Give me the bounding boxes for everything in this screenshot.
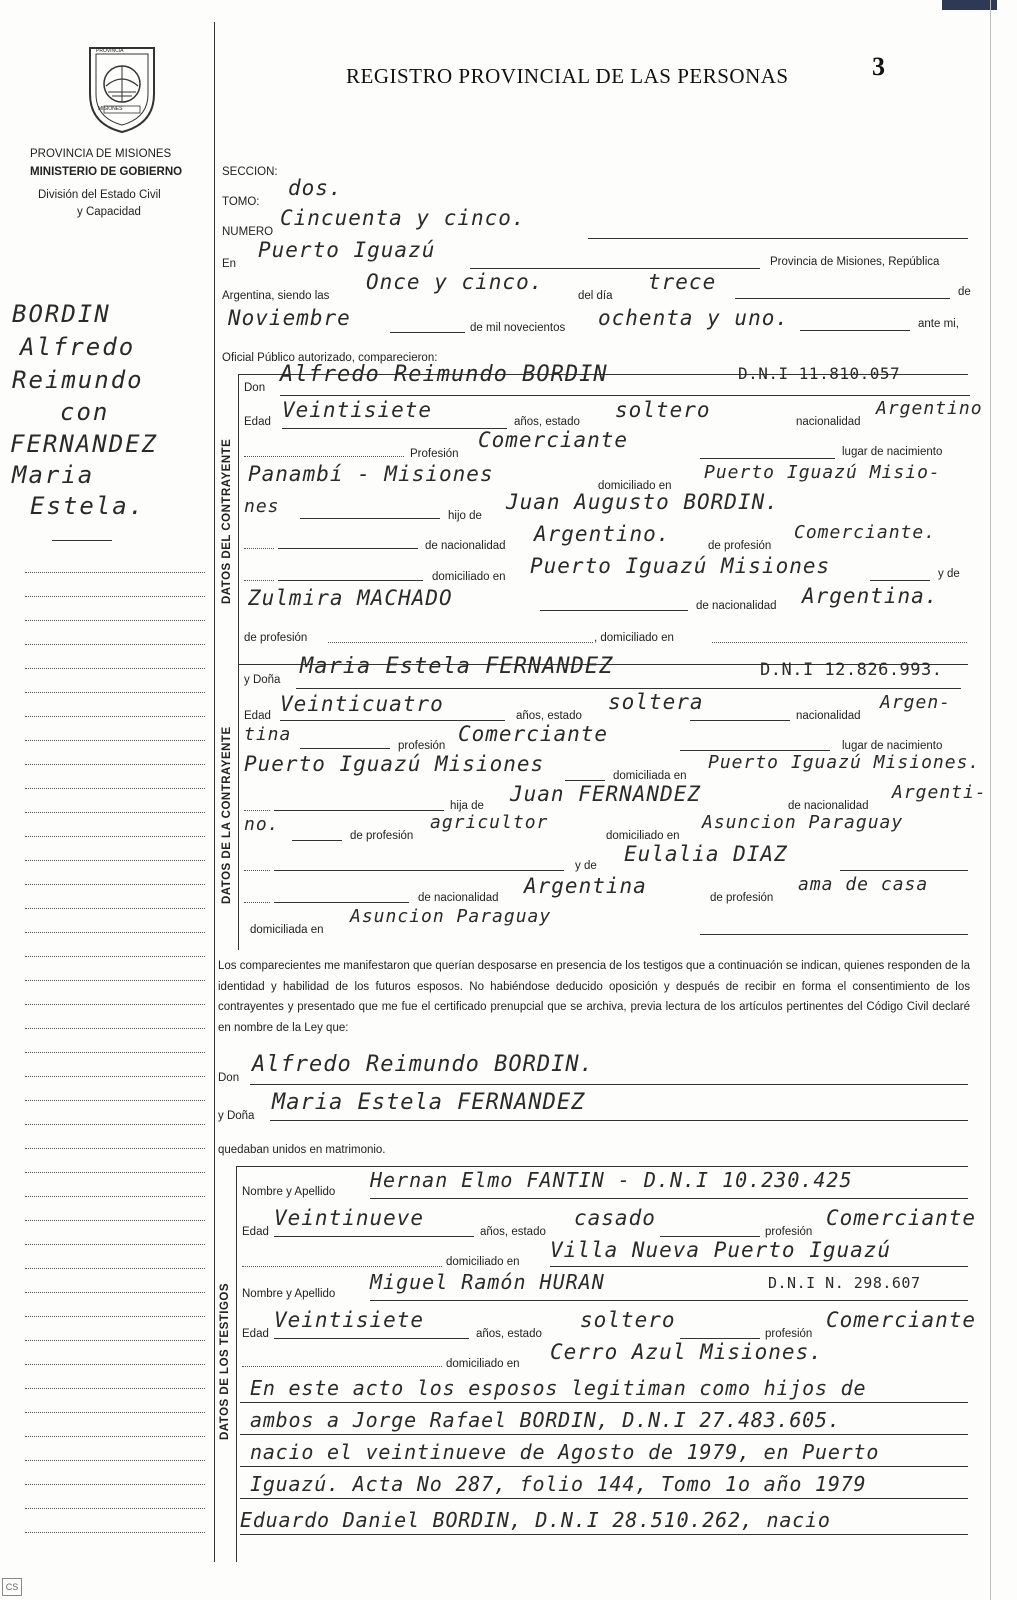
tomo-value: dos.	[288, 176, 343, 200]
t2-dni: D.N.I N. 298.607	[768, 1274, 921, 1292]
margin-dotted-line	[25, 1028, 205, 1029]
t1-edad-label: Edad	[242, 1226, 269, 1238]
madre-nacionalidad: Argentina.	[802, 584, 939, 608]
decl-don-underline	[250, 1084, 968, 1085]
madre-profesion-label: de profesión	[244, 632, 308, 644]
margin-dotted-line	[25, 1100, 205, 1101]
margin-dotted-line	[25, 956, 205, 957]
padre-domicilio: Puerto Iguazú Misiones	[530, 554, 831, 578]
madre-domicilio-label: , domiciliado en	[594, 632, 674, 644]
margin-dotted-line	[25, 596, 205, 597]
domicilio-cont-underline	[300, 518, 440, 519]
anio-underline	[800, 330, 910, 331]
margin-dotted-line	[25, 1436, 205, 1437]
hija-dots	[244, 810, 270, 811]
domiciliada-label: domiciliada en	[613, 770, 687, 782]
corner-tab	[942, 0, 997, 10]
t1-nombre-label: Nombre y Apellido	[242, 1186, 336, 1198]
y-de-underline	[274, 870, 564, 871]
madre-domicilio-dots	[712, 642, 967, 643]
contrayenta-lugar: Puerto Iguazú Misiones	[244, 752, 545, 776]
padre-nac-dots	[244, 548, 274, 549]
edad-underline	[282, 428, 507, 429]
padre-dom-underline	[278, 580, 423, 581]
t1-dom-dots	[242, 1266, 442, 1267]
numero-label: NUMERO	[222, 226, 274, 238]
contrayente-bracket	[238, 374, 239, 664]
margin-dotted-line	[25, 980, 205, 981]
t1-profesion: Comerciante	[826, 1206, 977, 1230]
margin-note-line-7: Estela.	[30, 492, 146, 520]
t2-edad-label: Edad	[242, 1328, 269, 1340]
margin-dotted-line	[25, 1316, 205, 1317]
profesion-label: Profesión	[410, 448, 459, 460]
margin-note-line-5: FERNANDEZ	[10, 430, 159, 458]
padre-domiciliado-label-2: domiciliado en	[606, 830, 680, 842]
anios-label-2: años, estado	[516, 710, 582, 722]
nota-line-5: Eduardo Daniel BORDIN, D.N.I 28.510.262, nacio	[240, 1508, 831, 1532]
padre-nacionalidad: Argentino.	[534, 522, 671, 546]
madre-nac-underline	[274, 902, 409, 903]
provincial-seal-icon	[82, 42, 162, 134]
t2-nombre-underline	[370, 1300, 968, 1301]
y-de-label-2: y de	[575, 860, 597, 872]
margin-dotted-line	[25, 1244, 205, 1245]
scanner-mark-icon: CS	[2, 1578, 22, 1596]
t2-estado-underline	[680, 1338, 760, 1339]
margin-dotted-line	[25, 668, 205, 669]
edad-underline-2	[280, 720, 505, 721]
y-dona-label: y Doña	[244, 674, 281, 686]
margin-dotted-line	[25, 932, 205, 933]
profesion-label-2: profesión	[398, 740, 446, 752]
padre-domicilio-label: domiciliado en	[432, 571, 506, 583]
de-profesion-label-2: de profesión	[350, 830, 414, 842]
padre-nac-underline	[278, 548, 418, 549]
nota-rule-2	[240, 1434, 968, 1435]
numero-value: Cincuenta y cinco.	[280, 206, 526, 230]
madre-underline	[540, 610, 688, 611]
margin-dotted-line	[25, 740, 205, 741]
margin-dotted-line	[25, 1460, 205, 1461]
margin-dotted-line	[25, 644, 205, 645]
en-underline	[470, 268, 760, 269]
contrayenta-estado: soltera	[608, 690, 704, 714]
decl-dona-underline	[270, 1120, 968, 1121]
contrayente-dni: D.N.I 11.810.057	[738, 364, 901, 383]
t1-estado-underline	[660, 1236, 760, 1237]
provincia-text: Provincia de Misiones, República	[770, 256, 940, 268]
anio-value: ochenta y uno.	[598, 306, 790, 330]
y-de-label: y de	[938, 568, 960, 580]
de-nacionalidad-label: de nacionalidad	[425, 540, 506, 552]
t1-profesion-label: profesión	[765, 1226, 813, 1238]
nota-rule-1	[240, 1402, 968, 1403]
margin-dotted-line	[25, 1148, 205, 1149]
margin-dotted-line	[25, 1292, 205, 1293]
t1-domiciliado-label: domiciliado en	[446, 1256, 520, 1268]
dia-value: trece	[648, 270, 717, 294]
t2-edad-underline	[274, 1338, 469, 1339]
madre-nac-dots	[244, 902, 270, 903]
contrayenta-domicilio: Puerto Iguazú Misiones.	[708, 752, 981, 773]
lugar-label-2: lugar de nacimiento	[842, 740, 943, 752]
contrayente-section-label: DATOS DEL CONTRAYENTE	[221, 438, 233, 604]
contrayente-edad: Veintisiete	[282, 398, 433, 422]
t2-edad: Veintisiete	[274, 1308, 425, 1332]
margin-dotted-line	[25, 1004, 205, 1005]
madre-nacionalidad-label: de nacionalidad	[696, 600, 777, 612]
margin-dotted-line	[25, 764, 205, 765]
institution-ministry: MINISTERIO DE GOBIERNO	[30, 166, 183, 178]
del-dia-label: del día	[578, 290, 613, 302]
margin-dotted-line	[25, 788, 205, 789]
en-label: En	[222, 258, 237, 270]
padre-dom-dots	[244, 580, 274, 581]
hija-underline	[274, 810, 444, 811]
madre-profesion-label-2: de profesión	[710, 892, 774, 904]
decl-unidos: quedaban unidos en matrimonio.	[218, 1144, 386, 1156]
t2-domicilio: Cerro Azul Misiones.	[550, 1340, 823, 1364]
margin-dotted-line	[25, 1532, 205, 1533]
contrayente-profesion: Comerciante	[478, 428, 629, 452]
tomo-label: TOMO:	[222, 196, 260, 208]
t1-anios-label: años, estado	[480, 1226, 546, 1238]
nota-rule-4	[240, 1498, 968, 1499]
margin-dotted-line	[25, 836, 205, 837]
contrayenta-padre: Juan FERNANDEZ	[510, 782, 702, 806]
contrayenta-padre-nac-cont: no.	[244, 814, 280, 835]
de-label: de	[958, 286, 971, 298]
contrayente-domicilio-cont: nes	[244, 496, 280, 517]
contrayente-domicilio: Puerto Iguazú Misio-	[704, 462, 941, 483]
don-label: Don	[244, 382, 266, 394]
profesion-underline-2	[680, 750, 830, 751]
edad-label-2: Edad	[244, 710, 271, 722]
dona-underline	[296, 688, 961, 689]
margin-dotted-line	[25, 908, 205, 909]
contrayente-madre: Zulmira MACHADO	[248, 586, 453, 610]
institution-province: PROVINCIA DE MISIONES	[30, 148, 172, 160]
mes-value: Noviembre	[228, 306, 351, 330]
madre-nacionalidad-label-2: de nacionalidad	[418, 892, 499, 904]
nota-line-1: En este acto los esposos legitiman como hijos de	[250, 1376, 867, 1400]
argentina-label: Argentina, siendo las	[222, 290, 330, 302]
margin-dotted-line	[25, 1196, 205, 1197]
margin-dotted-line	[25, 1340, 205, 1341]
hora-value: Once y cinco.	[366, 270, 544, 294]
nacionalidad-label-2: nacionalidad	[796, 710, 861, 722]
contrayenta-madre-domicilio: Asuncion Paraguay	[350, 906, 552, 927]
oficial-text: Oficial Público autorizado, comparecieron:	[222, 352, 438, 364]
margin-dotted-line	[25, 692, 205, 693]
contrayenta-madre: Eulalia DIAZ	[624, 842, 788, 866]
margin-note-line-1: BORDIN	[12, 300, 111, 328]
padre-profesion: Comerciante.	[794, 522, 937, 543]
margin-note-line-3: Reimundo	[12, 366, 144, 394]
margin-dotted-line	[25, 1412, 205, 1413]
contrayenta-nacionalidad-cont: tina	[244, 724, 292, 745]
padre-domicilio-underline	[870, 580, 930, 581]
y-de-dots	[244, 870, 270, 871]
contrayenta-padre-domicilio: Asuncion Paraguay	[702, 812, 904, 833]
t2-dom-dots	[242, 1366, 442, 1367]
nacionalidad-label: nacionalidad	[796, 416, 861, 428]
contrayenta-profesion: Comerciante	[458, 722, 609, 746]
margin-dotted-line	[25, 1268, 205, 1269]
madre-underline-2	[840, 870, 968, 871]
contrayenta-madre-profesion: ama de casa	[798, 874, 929, 895]
institution-capacity: y Capacidad	[77, 206, 141, 218]
domiciliado-label: domiciliado en	[598, 480, 672, 492]
margin-note-underline	[52, 540, 112, 541]
margin-dotted-line	[25, 1508, 205, 1509]
nac-cont-underline	[300, 748, 390, 749]
decl-dona-label: y Doña	[218, 1110, 255, 1122]
nota-line-4: Iguazú. Acta No 287, folio 144, Tomo 1o año 1979	[250, 1472, 867, 1496]
seal-bottom-text: MISIONES	[98, 106, 123, 112]
decl-dona-value: Maria Estela FERNANDEZ	[272, 1090, 586, 1115]
contrayente-estado: soltero	[615, 398, 711, 422]
t1-nombre: Hernan Elmo FANTIN - D.N.I 10.230.425	[370, 1168, 853, 1192]
right-edge-line	[990, 0, 991, 1600]
t2-domiciliado-label: domiciliado en	[446, 1358, 520, 1370]
margin-dotted-line	[25, 1484, 205, 1485]
decl-don-value: Alfredo Reimundo BORDIN.	[252, 1052, 594, 1077]
contrayenta-bracket	[238, 664, 239, 950]
left-column-divider	[214, 22, 215, 1562]
margin-dotted-line	[25, 884, 205, 885]
numero-underline	[588, 238, 968, 239]
nota-rule-5	[240, 1534, 968, 1535]
dia-underline	[735, 298, 950, 299]
nota-rule-3	[240, 1466, 968, 1467]
page-number: 3	[872, 52, 885, 81]
contrayenta-padre-profesion: agricultor	[430, 812, 549, 833]
t1-edad: Veintinueve	[274, 1206, 425, 1230]
contrayente-nacionalidad: Argentino	[876, 398, 983, 419]
t2-profesion: Comerciante	[826, 1308, 977, 1332]
de-profesion-label: de profesión	[708, 540, 772, 552]
t1-domicilio-underline	[550, 1266, 968, 1267]
t2-nombre: Miguel Ramón HURAN	[370, 1270, 605, 1294]
seal-top-text: PROVINCIA	[96, 48, 124, 54]
t2-estado: soltero	[580, 1308, 676, 1332]
mes-underline	[390, 332, 465, 333]
padre-nac-cont-underline	[292, 840, 342, 841]
decl-don-label: Don	[218, 1072, 240, 1084]
declaracion-text: Los comparecientes me manifestaron que querían desposarse en presencia de los testigos que a continuación se indican, quienes responden de la identidad y habilidad de los futuros esposos. No habiéndose deducido oposición y después de recibir en forma el consentimiento de los contrayentes y presentado que me fue el certificado prenupcial que se archiva, previa lectura de los artículos pertinentes del Código Civil declaré en nombre de la Ley que:	[218, 960, 970, 1034]
contrayente-nombre: Alfredo Reimundo BORDIN	[280, 362, 608, 387]
profesion-underline	[700, 458, 835, 459]
margin-dotted-line	[25, 1124, 205, 1125]
margin-dotted-line	[25, 1364, 205, 1365]
hijo-label: hijo de	[448, 510, 482, 522]
lugar-label: lugar de nacimiento	[842, 446, 943, 458]
t1-nombre-underline	[370, 1198, 968, 1199]
margin-note-line-4: con	[60, 398, 110, 426]
margin-dotted-line	[25, 716, 205, 717]
en-value: Puerto Iguazú	[258, 238, 436, 262]
contrayenta-padre-nacionalidad: Argenti-	[892, 782, 987, 803]
de-nacionalidad-label-2: de nacionalidad	[788, 800, 869, 812]
lugar-underline-2	[565, 780, 605, 781]
page-title: REGISTRO PROVINCIAL DE LAS PERSONAS	[346, 64, 789, 88]
testigos-section-label: DATOS DE LOS TESTIGOS	[219, 1282, 231, 1440]
margin-dotted-line	[25, 1388, 205, 1389]
nota-line-3: nacio el veintinueve de Agosto de 1979, en Puerto	[250, 1440, 880, 1464]
edad-label: Edad	[244, 416, 271, 428]
institution-division: División del Estado Civil	[38, 189, 161, 201]
margin-dotted-line	[25, 572, 205, 573]
testigos-top-line	[236, 1166, 968, 1167]
contrayente-padre: Juan Augusto BORDIN.	[506, 490, 779, 514]
profesion-dots	[244, 456, 404, 457]
t1-edad-underline	[274, 1236, 474, 1237]
seccion-label: SECCION:	[222, 166, 278, 178]
mil-label: de mil novecientos	[470, 322, 566, 334]
margin-note-line-6: Maria	[12, 461, 95, 489]
margin-dotted-line	[25, 1052, 205, 1053]
margin-dotted-line	[25, 1076, 205, 1077]
t1-domicilio: Villa Nueva Puerto Iguazú	[550, 1238, 892, 1262]
ante-label: ante mi,	[918, 318, 959, 330]
margin-dotted-line	[25, 1172, 205, 1173]
margin-note-line-2: Alfredo	[20, 333, 136, 361]
contrayenta-madre-nacionalidad: Argentina	[524, 874, 647, 898]
estado-underline-2	[690, 720, 790, 721]
t2-anios-label: años, estado	[476, 1328, 542, 1340]
t1-estado: casado	[574, 1206, 656, 1230]
margin-dotted-line	[25, 860, 205, 861]
contrayenta-edad: Veinticuatro	[280, 692, 444, 716]
hija-label: hija de	[450, 800, 484, 812]
madre-domiciliada-label: domiciliada en	[250, 924, 324, 936]
contrayenta-dni: D.N.I 12.826.993.	[760, 660, 943, 680]
contrayenta-nombre: Maria Estela FERNANDEZ	[300, 654, 614, 679]
contrayente-lugar: Panambí - Misiones	[248, 462, 494, 486]
contrayenta-nacionalidad: Argen-	[880, 692, 952, 713]
nota-line-2: ambos a Jorge Rafael BORDIN, D.N.I 27.483.605.	[250, 1408, 841, 1432]
margin-dotted-line	[25, 1220, 205, 1221]
testigos-bracket	[236, 1166, 237, 1562]
t2-nombre-label: Nombre y Apellido	[242, 1288, 336, 1300]
madre-profesion-dots	[328, 642, 593, 643]
don-underline	[280, 395, 970, 396]
t2-profesion-label: profesión	[765, 1328, 813, 1340]
anios-label: años, estado	[514, 416, 580, 428]
madre-domicilio-underline-2	[700, 934, 968, 935]
margin-dotted-line	[25, 620, 205, 621]
margin-dotted-line	[25, 812, 205, 813]
contrayenta-section-label: DATOS DE LA CONTRAYENTE	[221, 726, 233, 904]
